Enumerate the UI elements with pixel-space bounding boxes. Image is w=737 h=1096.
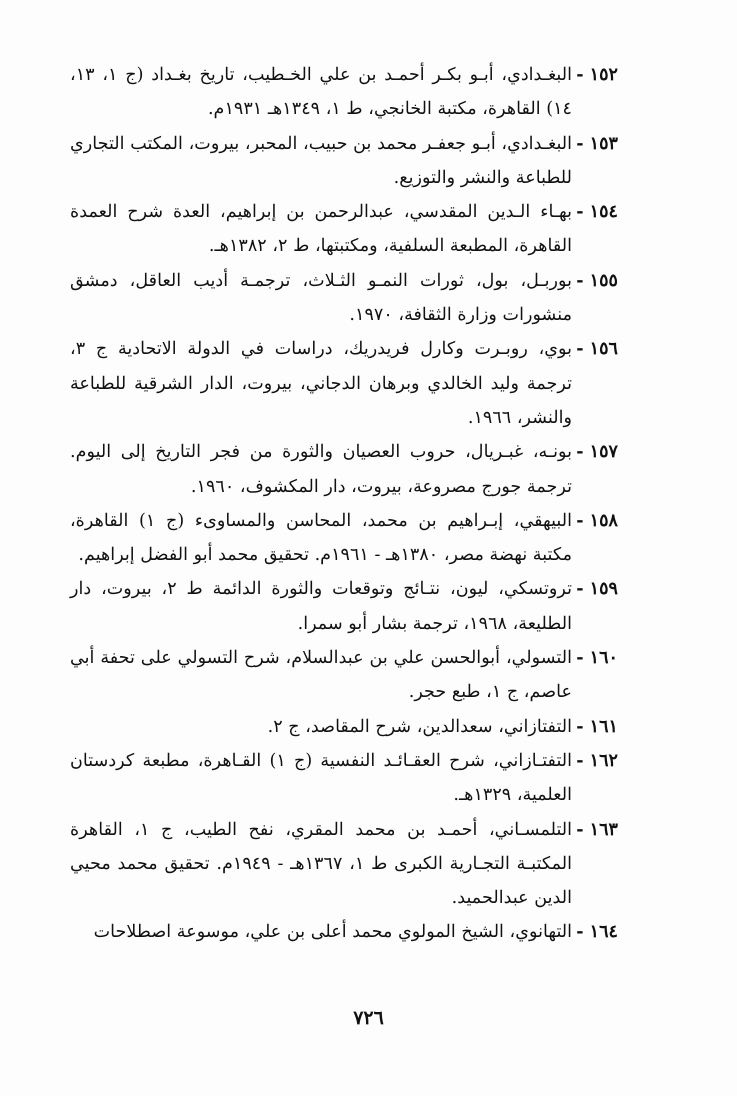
bibliography-entry bbox=[70, 813, 618, 916]
entry-number: ١٥٣ - bbox=[576, 132, 618, 154]
bibliography-entry bbox=[70, 58, 618, 127]
entry-number: ١٦٣ - bbox=[576, 818, 618, 840]
entry-number: ١٥٥ - bbox=[576, 269, 618, 291]
entry-number: ١٥٤ - bbox=[576, 201, 618, 223]
bibliography-entry bbox=[70, 572, 618, 641]
entry-text: بوي، روبـرت وكارل فريدريك، دراسات في الدولة الاتحادية ج ٣، ترجمة وليد الخالدي وبرهان الدجاني، بيروت، الدار الشرقية للطباعة والنشر، ١٩٦٦. bbox=[70, 339, 572, 428]
entry-text: بونـه، غبـريال، حروب العصيان والثورة من فجر التاريخ إلى اليوم. ترجمة جورج مصروعة، بيروت، دار المكشوف، ١٩٦٠. bbox=[70, 442, 572, 497]
entry-text: البيهقي، إبـراهيم بن محمد، المحاسن والمساوىء (ج ١) القاهرة، مكتبة نهضة مصر، ١٣٨٠هـ - ١٩٦١م. تحقيق محمد أبو الفضل إبراهيم. bbox=[70, 510, 572, 566]
entry-text: البغـدادي، أبـو بكـر أحمـد بن علي الخـطيب، تاريخ بغـداد (ج ١، ١٣، ١٤) القاهرة، مكتبة الخانجي، ط ١، ١٣٤٩هـ ١٩٣١م. bbox=[70, 65, 572, 120]
entry-number: ١٥٨ - bbox=[576, 509, 618, 531]
entry-text: البغـدادي، أبـو جعفـر محمد بن حبيب، المحبر، بيروت، المكتب التجاري للطباعة والنشر والتوزيع. bbox=[70, 133, 572, 188]
entry-text: بهـاء الـدين المقدسي، عبدالرحمن بن إبراهيم، العدة شرح العمدة القاهرة، المطبعة السلفية، ومكتبتها، ط ٢، ١٣٨٢هـ. bbox=[70, 202, 572, 257]
bibliography-entry bbox=[70, 332, 618, 435]
entry-text: التفتـازاني، شرح العقـائـد النفسية (ج ١) القـاهرة، مطبعة كردستان العلمية، ١٣٢٩هـ. bbox=[70, 750, 572, 806]
entry-number: ١٦٠ - bbox=[576, 647, 618, 669]
bibliography-list bbox=[70, 58, 618, 950]
entry-text: بوربـل، بول، ثورات النمـو الثـلاث، ترجمـة أديب العاقل، دمشق منشورات وزارة الثقافة، ١٩٧٠. bbox=[70, 270, 572, 326]
page-number: ٧٢٦ bbox=[353, 1007, 384, 1029]
entry-number: ١٦٢ - bbox=[576, 749, 618, 771]
entry-text: التسولي، أبوالحسن علي بن عبدالسلام، شرح التسولي على تحفة أبي عاصم، ج ١، طبع حجر. bbox=[70, 648, 572, 703]
bibliography-entry bbox=[70, 641, 618, 710]
bibliography-entry bbox=[70, 435, 618, 504]
bibliography-entry bbox=[70, 710, 618, 744]
bibliography-entry bbox=[70, 127, 618, 196]
entry-number: ١٥٩ - bbox=[576, 578, 618, 600]
entry-number: ١٦٤ - bbox=[576, 921, 618, 943]
bibliography-entry bbox=[70, 195, 618, 264]
entry-text: التفتازاني، سعدالدين، شرح المقاصد، ج ٢. bbox=[267, 716, 572, 737]
entry-text: تروتسكي، ليون، نتـائج وتوقعات والثورة الدائمة ط ٢، بيروت، دار الطليعة، ١٩٦٨، ترجمة بشار أبو سمرا. bbox=[70, 579, 572, 634]
entry-number: ١٥٧ - bbox=[576, 441, 618, 463]
entry-number: ١٦١ - bbox=[576, 715, 618, 737]
bibliography-entry bbox=[70, 504, 618, 573]
bibliography-entry bbox=[70, 915, 618, 949]
entry-number: ١٥٦ - bbox=[576, 338, 618, 360]
entry-text: التهانوي، الشيخ المولوي محمد أعلى بن علي، موسوعة اصطلاحات bbox=[93, 922, 572, 943]
entry-number: ١٥٢ - bbox=[576, 64, 618, 85]
bibliography-entry bbox=[70, 264, 618, 333]
entry-text: التلمسـاني، أحمـد بن محمد المقري، نفح الطيب، ج ١، القاهرة المكتبـة التجـارية الكبرى ط ١، ١٣٦٧هـ - ١٩٤٩م. تحقيق محمد محيي الدين عبدالحميد. bbox=[70, 819, 573, 909]
bibliography-entry bbox=[70, 744, 618, 813]
